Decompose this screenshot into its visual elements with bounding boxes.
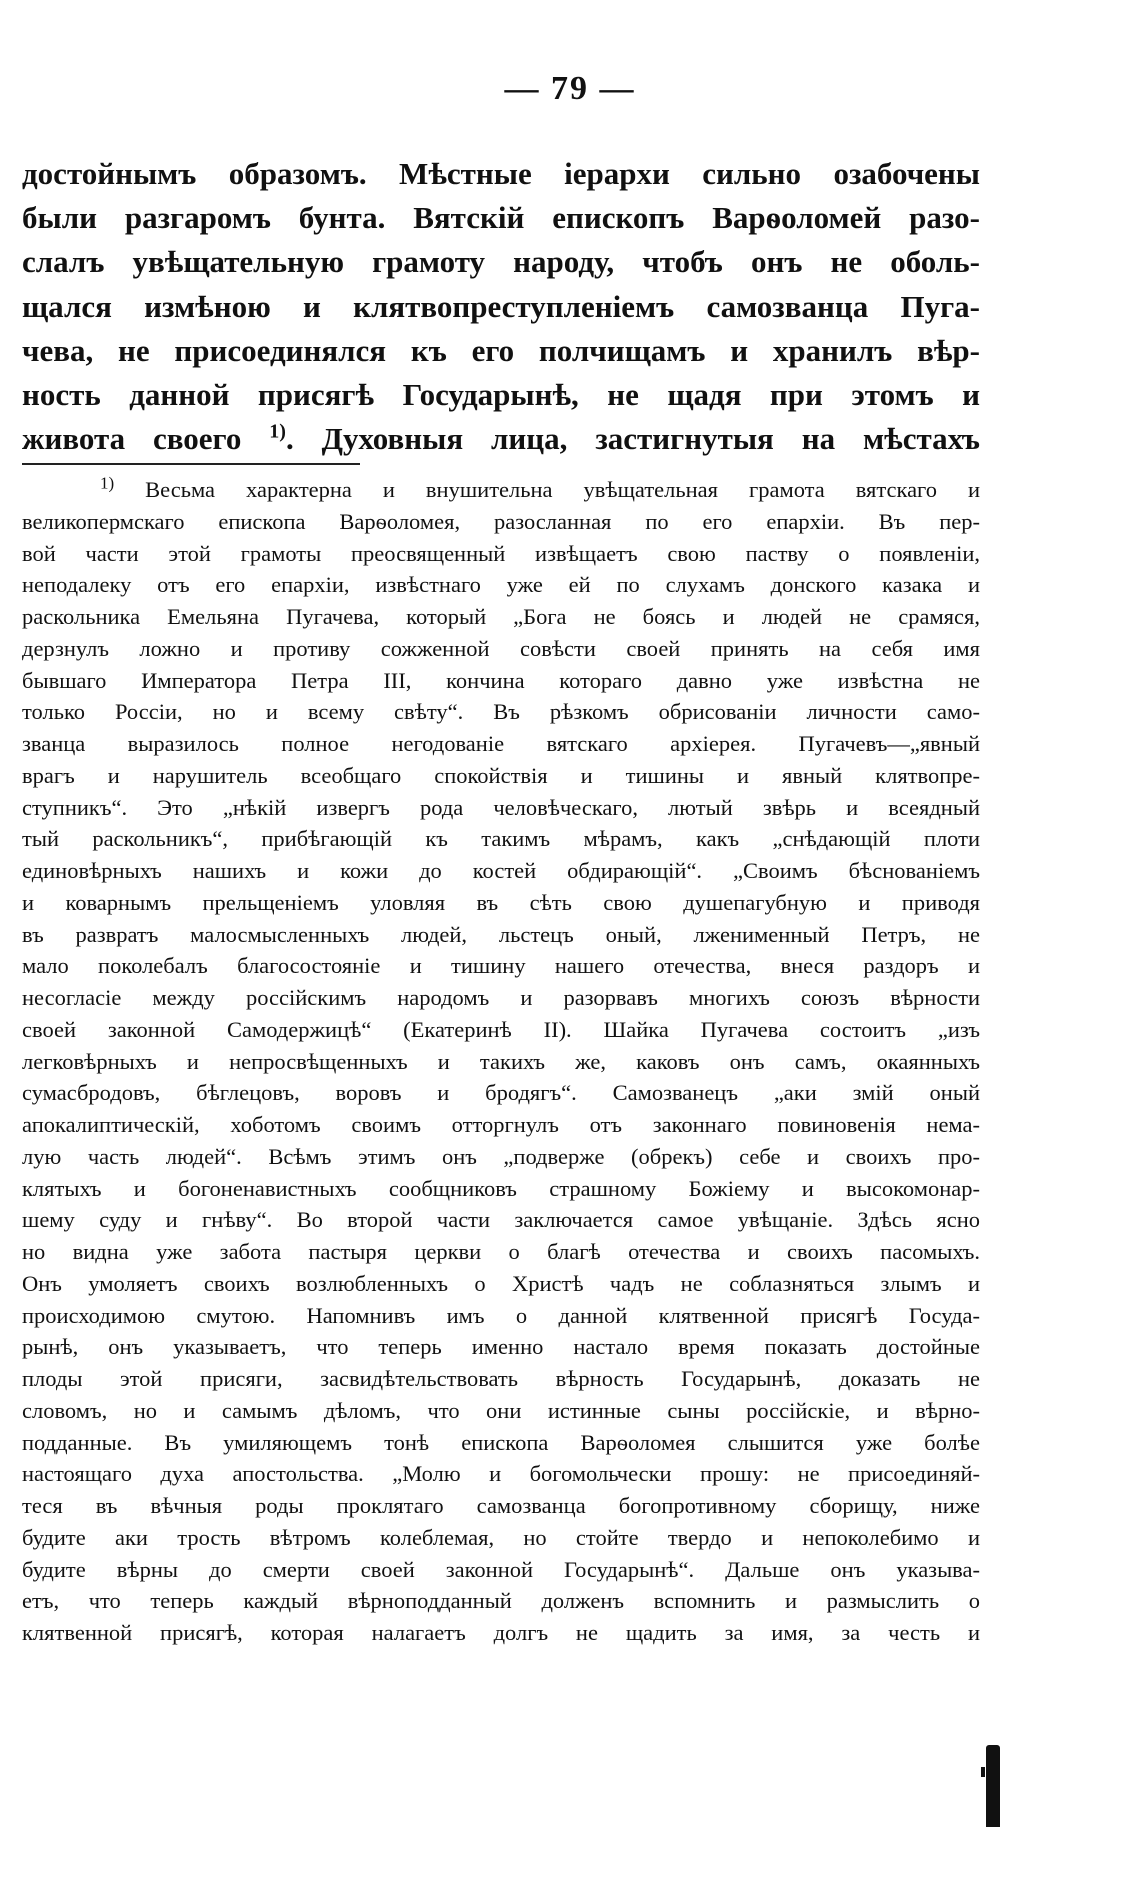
footnote-divider [22, 463, 360, 465]
main-text-line: были разгаромъ бунта. Вятскій епископъ Варѳоломей разо- [22, 200, 980, 236]
footnote-line: Онъ умоляетъ своихъ возлюбленныхъ о Христѣ чадъ не соблазняться злымъ и [22, 1270, 980, 1296]
footnote-line: будите аки трость вѣтромъ колеблемая, но стойте твердо и непоколебимо и [22, 1524, 980, 1550]
main-text-line: достойнымъ образомъ. Мѣстные іерархи сильно озабочены [22, 156, 980, 191]
margin-ink-mark [986, 1745, 1000, 1827]
footnote-line: рынѣ, онъ указываетъ, что теперь именно настало время показать достойные [22, 1334, 980, 1360]
footnote-line: клятвенной присягѣ, которая налагаетъ долгъ не щадить за имя, за честь и [22, 1620, 980, 1645]
footnote-line: великопермскаго епископа Варѳоломея, разосланная по его епархіи. Въ пер- [22, 508, 980, 534]
page-number: — 79 — [504, 70, 636, 107]
footnote-line: клятыхъ и богоненавистныхъ сообщниковъ страшному Божіему и высокомонар- [22, 1175, 980, 1201]
footnote-line: лую часть людей“. Всѣмъ этимъ онъ „подверже (обрекъ) себе и своихъ про- [22, 1143, 980, 1169]
main-text-line-start: живота своего [22, 421, 242, 457]
footnote-line: но видна уже забота пастыря церкви о благѣ отечества и своихъ пасомыхъ. [22, 1239, 980, 1264]
footnote-line: апокалиптическій, хоботомъ своимъ отторгнулъ отъ законнаго повиновенія нема- [22, 1112, 980, 1137]
footnote-line: плоды этой присяги, засвидѣтельствовать вѣрность Государынѣ, доказать не [22, 1366, 980, 1391]
footnote-line: будите вѣрны до смерти своей законной Государынѣ“. Дальше онъ указыва- [22, 1556, 980, 1582]
main-text-line: щался измѣною и клятвопреступленіемъ самозванца Пуга- [22, 288, 980, 324]
main-text-line: живота своего $^{1)}$. Духовныя лица, застигнутыя на мѣстахъ [22, 420, 980, 457]
footnote-line: словомъ, но и самымъ дѣломъ, что они истинные сыны россійскіе, и вѣрно- [22, 1397, 980, 1423]
footnote-line: подданные. Въ умиляющемъ тонѣ епископа Варѳоломея слышится уже болѣе [22, 1429, 980, 1455]
footnote-line: настоящаго духа апостольства. „Молю и богомольчески прошу: не присоединяй- [22, 1461, 980, 1487]
footnote-line [22, 474, 980, 506]
footnote-marker: 1) [100, 474, 115, 493]
main-text-line-visible: слалъ увѣщательную грамоту народу, чтобъ онъ не оболь- [22, 244, 980, 280]
footnote-line: происходимою смутою. Напомнивъ имъ о данной клятвенной присягѣ Госуда- [22, 1302, 980, 1328]
footnote-block [22, 474, 980, 1649]
main-text-line: ность данной присягѣ Государынѣ, не щадя при этомъ и [22, 376, 980, 412]
footnote-line: тый раскольникъ“, прибѣгающій къ такимъ мѣрамъ, какъ „снѣдающій плоти [22, 826, 980, 852]
footnote-line: только Россіи, но и всему свѣту“. Въ рѣзкомъ обрисованіи личности само- [22, 699, 980, 725]
footnote-line: дерзнулъ ложно и противу сожженной совѣсти своей принять на себя имя [22, 635, 980, 661]
footnote-line: легковѣрныхъ и непросвѣщенныхъ и такихъ же, каковъ онъ самъ, окаянныхъ [22, 1048, 980, 1074]
footnote-line: единовѣрныхъ нашихъ и кожи до костей обдирающій“. „Своимъ бѣснованіемъ [22, 858, 980, 883]
footnote-line: врагъ и нарушитель всеобщаго спокойствія и тишины и явный клятвопре- [22, 762, 980, 788]
footnote-line: и коварнымъ прельщеніемъ уловляя въ сѣть свою душепагубную и приводя [22, 889, 980, 915]
footnote-line: званца выразилось полное негодованіе вятскаго архіерея. Пугачевъ—„явный [22, 731, 980, 756]
footnote-line: въ развратъ малосмысленныхъ людей, льстецъ оный, лженименный Петръ, не [22, 921, 980, 947]
footnote-line: бывшаго Императора Петра III, кончина котораго давно уже извѣстна не [22, 667, 980, 693]
footnote-line: неподалеку отъ его епархіи, извѣстнаго уже ей по слухамъ донского казака и [22, 572, 980, 598]
footnote-line: раскольника Емельяна Пугачева, который „Бога не боясь и людей не срамяся, [22, 604, 980, 629]
footnote-line: теся въ вѣчныя роды проклятаго самозванца богопротивному сборищу, ниже [22, 1493, 980, 1518]
main-text-line-end: Духовныя лица, застигнутыя на мѣстахъ [321, 421, 980, 457]
footnote-line: шему суду и гнѣву“. Во второй части заключается самое увѣщаніе. Здѣсь ясно [22, 1207, 980, 1233]
footnote-reference: 1) [269, 420, 286, 443]
main-text-line: чева, не присоединялся къ его полчищамъ и хранилъ вѣр- [22, 332, 980, 368]
footnote-line: несогласіе между россійскимъ народомъ и разорвавъ многихъ союзъ вѣрности [22, 985, 980, 1010]
footnote-line: ступникъ“. Это „нѣкій извергъ рода человѣческаго, лютый звѣрь и всеядный [22, 794, 980, 820]
footnote-line: своей законной Самодержицѣ“ (Екатеринѣ II). Шайка Пугачева состоитъ „изъ [22, 1016, 980, 1042]
main-text-line [22, 240, 980, 284]
main-text-block [22, 152, 980, 461]
footnote-line: етъ, что теперь каждый вѣрноподданный долженъ вспомнить и размыслить о [22, 1588, 980, 1614]
footnote-line: сумасбродовъ, бѣглецовъ, воровъ и бродягъ“. Самозванецъ „аки змій оный [22, 1080, 980, 1106]
footnote-line-text: Весьма характерна и внушительна увѣщательная грамота вятскаго и [145, 477, 980, 502]
footnote-line: вой части этой грамоты преосвященный извѣщаетъ свою паству о появленіи, [22, 540, 980, 566]
footnote-line: мало поколебалъ благосостояніе и тишину нашего отечества, внеся раздоръ и [22, 953, 980, 979]
